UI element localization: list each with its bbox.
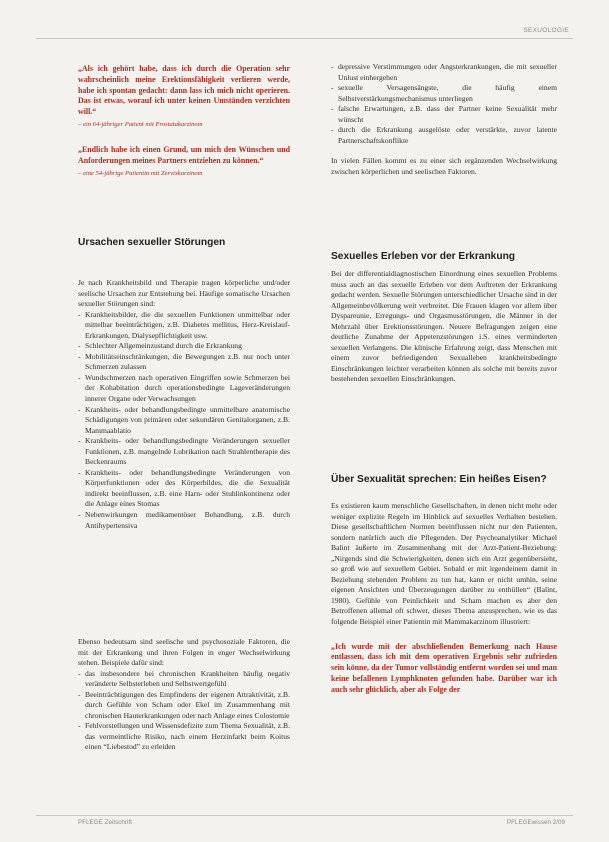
footer-left: PFLEGE Zeitschrift bbox=[78, 819, 132, 826]
list-item: - depressive Verstimmungen oder Angsterkrankungen, die mit sexueller Unlust einhergehen bbox=[331, 62, 557, 83]
list-item: - durch die Erkrankung ausgelöste oder verstärkte, zuvor latente Partnerschaftskonflikte bbox=[331, 125, 557, 146]
section-heading-experience: Sexuelles Erleben vor der Erkrankung bbox=[331, 251, 516, 262]
quote-3: „Ich wurde mit der abschließenden Bemerkung nach Hause entlassen, dass ich mit dem operativen Ergebnis sehr zufrieden sein könne, da der Tumor vollständig entfernt worden sei und man keine befallenen Lymphknoten gefunden habe. Darüber war ich auch sehr glücklich, aber als Folge der bbox=[331, 641, 557, 694]
left-psychosocial-body bbox=[78, 637, 290, 753]
list-item: - Schlechter Allgemeinzustand durch die Erkrankung bbox=[78, 341, 290, 352]
quote-2-attribution: – eine 54-jährige Patientin mit Zervixkarzinom bbox=[78, 169, 203, 177]
list-item: - Krankheits- oder behandlungsbedingte unmittelbare anatomische Schädigungen von primären oder sekundären Genitalorganen, z.B. Mammaablatio bbox=[78, 405, 290, 437]
footer-right: PFLEGEwissen 2/09 bbox=[506, 819, 565, 826]
list-item: - Nebenwirkungen medikamentöser Behandlung, z.B. durch Antihypertensiva bbox=[78, 510, 290, 531]
psychosocial-list bbox=[78, 669, 290, 753]
quote-1: „Als ich gehört habe, dass ich durch die Operation sehr wahrscheinlich meine Erektionsfähigkeit verlieren werde, habe ich spontan gedacht: dann lass ich mich nicht operieren. Das ist etwas, worauf ich unter keinen Umständen verzichten will.“ bbox=[78, 64, 290, 117]
experience-paragraph: Bei der differentialdiagnostischen Einordnung eines sexuellen Problems muss auch an das sexuelle Erleben vor dem Auftreten der Erkrankung gedacht werden. Sexuelle Störungen unterschiedlicher Ursache sind in der Allgemeinbevölkerung weit verbreitet. Die Frauen klagen vor allem über Dyspareunie, Erregungs- und Orgasmusstörungen, die Männer in der Mehrzahl über Erektionsstörungen. Neuere Befragungen zeigen eine deutliche Zunahme der Appetenzstörungen i.S. eines verminderten sexuellen Verlangens. Die klinische Erfahrung zeigt, dass Menschen mit einem zuvor befriedigenden Sexualleben krankheitsbedingte Einschränkungen leichter verarbeiten können als solche mit bereits zuvor bestehenden sexuellen Einschränkungen. bbox=[331, 269, 557, 384]
left-causes-body bbox=[78, 278, 290, 531]
header-rule bbox=[36, 38, 573, 39]
running-head: SEXUOLOGIE bbox=[523, 27, 569, 34]
list-item: - Krankheitsbilder, die die sexuellen Funktionen unmittelbar oder mittelbar beeinträchtigen, z.B. Diabetes mellitus, Herz-Kreislauf-Erkrankungen, Dialysepflichtigkeit usw. bbox=[78, 310, 290, 342]
section-heading-causes: Ursachen sexueller Störungen bbox=[78, 237, 226, 248]
right-talking-body bbox=[331, 501, 557, 696]
talking-paragraph: Es existieren kaum menschliche Gesellschaften, in denen nicht mehr oder weniger explizite Regeln im Hinblick auf sexuelles Verhalten bestehen. Diese gesellschaftlichen Normen beeinflussen nicht nur den Patienten, sondern natürlich auch die Pflegenden. Der Psychoanalytiker Michael Balint äußerte im Zusammenhang mit der Arzt-Patient-Beziehung: „Nirgends sind die Schwierigkeiten, denen sich ein Arzt gegenübersieht, so groß wie auf sexuellem Gebiet. Sobald er mit irgendeinem damit in Beziehung stehenden Problem zu tun hat, kann er nicht umhin, seine eigenen Ansichten und Überzeugungen darüber zu enthüllen“ (Balint, 1980). Gefühle von Peinlichkeit und Scham machen es aber den Betroffenen allemal oft schwer, dieses Thema anzusprechen, wie es das folgende Beispiel einer Patientin mit Mammakarzinom illustriert: bbox=[331, 501, 557, 627]
list-item: - Fehlvorstellungen und Wissensdefizite zum Thema Sexualität, z.B. das vermeintliche Risiko, nach einem Herzinfarkt beim Koitus einen “Liebestod” zu erleiden bbox=[78, 721, 290, 753]
left-quotes bbox=[78, 64, 290, 178]
right-top-body bbox=[331, 62, 557, 177]
list-item: - das insbesondere bei chronischen Krankheiten häufig negativ veränderte Selbsterleben und Selbstwertgefühl bbox=[78, 669, 290, 690]
list-item: - Krankheits- oder behandlungsbedingte Veränderungen sexueller Funktionen, z.B. mangelnde Lubrikation nach Strahlentherapie des Beckenraums bbox=[78, 436, 290, 468]
list-item: - Krankheits- oder behandlungsbedingte Veränderungen von Körperfunktionen oder des Körperbildes, die die Sexualität indirekt beeinflussen, z.B. eine Harn- oder Stuhlinkontinenz oder die Anlage eines Stomas bbox=[78, 468, 290, 510]
somatic-causes-list bbox=[78, 310, 290, 531]
quote-1-attribution: – ein 64-jähriger Patient mit Prostatakarzinom bbox=[78, 120, 203, 128]
causes-intro: Je nach Krankheitsbild und Therapie tragen körperliche und/oder seelische Ursachen zur Entstehung bei. Häufige somatische Ursachen sexueller Störungen sind: bbox=[78, 278, 290, 309]
right-experience-body bbox=[331, 269, 557, 385]
interaction-paragraph: In vielen Fällen kommt es zu einer sich ergänzenden Wechselwirkung zwischen körperlichen und seelischen Faktoren. bbox=[331, 156, 557, 176]
list-item: - Mobilitätseinschränkungen, die Bewegungen z.B. nur noch unter Schmerzen zulassen bbox=[78, 352, 290, 373]
list-item: - Beeinträchtigungen des Empfindens der eigenen Attraktivität, z.B. durch Gefühle von Scham oder Ekel im Zusammenhang mit chronischen Hauterkrankungen oder nach Anlage eines Colostomie bbox=[78, 690, 290, 722]
list-item: - sexuelle Versagensängste, die häufig einem Selbstverstärkungsmechanismus unterliegen bbox=[331, 83, 557, 104]
list-item: - Wundschmerzen nach operativen Eingriffen sowie Schmerzen bei der Kohabitation durch operationsbedingte Lageveränderungen innerer Organe oder Verwachsungen bbox=[78, 373, 290, 405]
psychosocial-intro: Ebenso bedeutsam sind seelische und psychosoziale Faktoren, die mit der Erkrankung und ihren Folgen in enger Wechselwirkung stehen. Beispiele dafür sind: bbox=[78, 637, 290, 668]
list-item: - falsche Erwartungen, z.B. dass der Partner keine Sexualität mehr wünscht bbox=[331, 104, 557, 125]
footer-rule bbox=[36, 815, 573, 816]
quote-2: „Endlich habe ich einen Grund, um mich den Wünschen und Anforderungen meines Partners entziehen zu können.“ bbox=[78, 144, 290, 165]
section-heading-talking: Über Sexualität sprechen: Ein heißes Eisen? bbox=[331, 474, 547, 485]
psychosocial-list-continued bbox=[331, 62, 557, 146]
